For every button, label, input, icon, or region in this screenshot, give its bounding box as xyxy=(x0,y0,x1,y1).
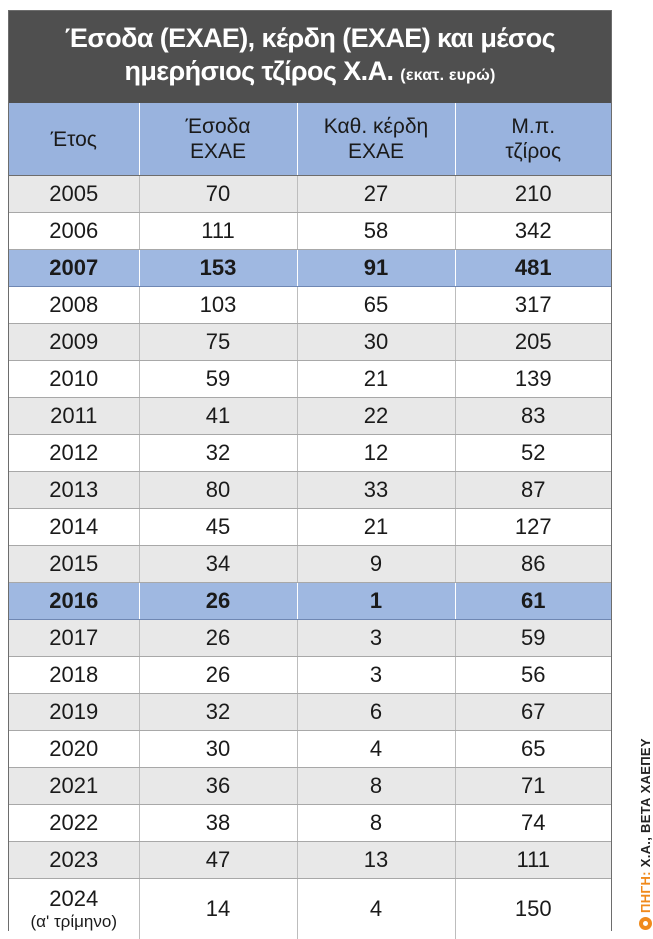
table-row xyxy=(9,805,611,842)
table-row xyxy=(9,731,611,768)
cell-revenue xyxy=(139,657,297,694)
cell-revenue-value: 32 xyxy=(140,700,297,724)
cell-revenue-value: 59 xyxy=(140,367,297,391)
cell-revenue-value: 38 xyxy=(140,811,297,835)
cell-turnover-value: 205 xyxy=(456,330,612,354)
cell-profit xyxy=(297,509,455,546)
cell-revenue xyxy=(139,805,297,842)
cell-revenue-value: 26 xyxy=(140,626,297,650)
cell-year xyxy=(9,805,139,842)
cell-profit xyxy=(297,694,455,731)
header-row xyxy=(9,103,611,176)
cell-profit-value: 4 xyxy=(298,897,455,921)
cell-turnover xyxy=(455,731,611,768)
table-frame xyxy=(8,10,612,931)
cell-turnover xyxy=(455,472,611,509)
table-row xyxy=(9,509,611,546)
cell-profit-value: 21 xyxy=(298,515,455,539)
table-row xyxy=(9,472,611,509)
cell-year-value: 2010 xyxy=(9,367,139,391)
source-text: Χ.Α., ΒΕΤΑ ΧΑΕΠΕΥ xyxy=(638,738,653,867)
header-turnover-line2: τζίρος xyxy=(505,140,561,163)
cell-year xyxy=(9,657,139,694)
cell-profit xyxy=(297,842,455,879)
cell-revenue-value: 26 xyxy=(140,663,297,687)
cell-profit xyxy=(297,472,455,509)
cell-turnover-value: 65 xyxy=(456,737,612,761)
cell-revenue xyxy=(139,842,297,879)
cell-revenue xyxy=(139,324,297,361)
cell-turnover-value: 61 xyxy=(456,589,612,613)
cell-turnover xyxy=(455,805,611,842)
cell-year xyxy=(9,842,139,879)
cell-revenue-value: 75 xyxy=(140,330,297,354)
cell-revenue-value: 80 xyxy=(140,478,297,502)
cell-profit-value: 58 xyxy=(298,219,455,243)
cell-profit-value: 27 xyxy=(298,182,455,206)
cell-turnover xyxy=(455,509,611,546)
cell-revenue xyxy=(139,435,297,472)
cell-year xyxy=(9,472,139,509)
cell-profit xyxy=(297,731,455,768)
title-unit: (εκατ. ευρώ) xyxy=(400,67,495,84)
table-row xyxy=(9,842,611,879)
header-turnover xyxy=(455,103,611,176)
table-row xyxy=(9,879,611,939)
table-row xyxy=(9,620,611,657)
cell-year xyxy=(9,361,139,398)
table-row xyxy=(9,176,611,213)
cell-profit-value: 91 xyxy=(298,256,455,280)
cell-year-value: 2011 xyxy=(9,404,139,428)
cell-profit-value: 9 xyxy=(298,552,455,576)
cell-revenue-value: 41 xyxy=(140,404,297,428)
cell-turnover xyxy=(455,213,611,250)
cell-year xyxy=(9,768,139,805)
cell-profit-value: 12 xyxy=(298,441,455,465)
cell-revenue-value: 32 xyxy=(140,441,297,465)
cell-profit-value: 6 xyxy=(298,700,455,724)
cell-revenue xyxy=(139,694,297,731)
cell-year-value: 2006 xyxy=(9,219,139,243)
cell-year-value: 2018 xyxy=(9,663,139,687)
cell-profit-value: 3 xyxy=(298,663,455,687)
cell-profit xyxy=(297,546,455,583)
cell-revenue-value: 153 xyxy=(140,256,297,280)
table-row xyxy=(9,583,611,620)
cell-turnover xyxy=(455,287,611,324)
cell-revenue xyxy=(139,287,297,324)
cell-profit xyxy=(297,583,455,620)
cell-year-value: 2014 xyxy=(9,515,139,539)
cell-turnover xyxy=(455,842,611,879)
cell-turnover xyxy=(455,398,611,435)
table-row xyxy=(9,657,611,694)
cell-turnover-value: 86 xyxy=(456,552,612,576)
source-credit xyxy=(638,738,653,930)
cell-year-note: (α' τρίμηνο) xyxy=(9,912,139,932)
cell-year-value: 2022 xyxy=(9,811,139,835)
cell-year-value: 2012 xyxy=(9,441,139,465)
cell-year xyxy=(9,435,139,472)
header-profit-line1: Καθ. κέρδη xyxy=(324,115,428,138)
cell-turnover xyxy=(455,583,611,620)
cell-profit xyxy=(297,176,455,213)
cell-year xyxy=(9,176,139,213)
cell-turnover-value: 342 xyxy=(456,219,612,243)
cell-profit xyxy=(297,805,455,842)
table-row xyxy=(9,546,611,583)
cell-turnover-value: 83 xyxy=(456,404,612,428)
header-revenue xyxy=(139,103,297,176)
cell-year-value: 2019 xyxy=(9,700,139,724)
cell-revenue xyxy=(139,361,297,398)
cell-year xyxy=(9,620,139,657)
header-revenue-line2: ΕΧΑΕ xyxy=(190,140,246,163)
header-profit xyxy=(297,103,455,176)
cell-year-value: 2008 xyxy=(9,293,139,317)
cell-profit-value: 33 xyxy=(298,478,455,502)
cell-revenue-value: 103 xyxy=(140,293,297,317)
cell-profit-value: 13 xyxy=(298,848,455,872)
cell-year xyxy=(9,509,139,546)
cell-year-value: 2016 xyxy=(9,589,139,613)
cell-turnover xyxy=(455,768,611,805)
cell-profit xyxy=(297,250,455,287)
cell-profit xyxy=(297,657,455,694)
cell-revenue xyxy=(139,509,297,546)
cell-year-value: 2017 xyxy=(9,626,139,650)
cell-turnover xyxy=(455,250,611,287)
table-row xyxy=(9,324,611,361)
cell-profit xyxy=(297,361,455,398)
cell-turnover-value: 67 xyxy=(456,700,612,724)
cell-year xyxy=(9,398,139,435)
cell-profit xyxy=(297,213,455,250)
cell-profit-value: 3 xyxy=(298,626,455,650)
cell-turnover xyxy=(455,361,611,398)
cell-year xyxy=(9,250,139,287)
cell-year-value: 2024 xyxy=(9,887,139,911)
cell-revenue xyxy=(139,472,297,509)
cell-revenue-value: 36 xyxy=(140,774,297,798)
cell-turnover-value: 87 xyxy=(456,478,612,502)
cell-profit xyxy=(297,879,455,939)
table-row xyxy=(9,361,611,398)
cell-profit-value: 1 xyxy=(298,589,455,613)
cell-profit xyxy=(297,620,455,657)
cell-turnover-value: 52 xyxy=(456,441,612,465)
cell-year xyxy=(9,583,139,620)
cell-revenue-value: 111 xyxy=(140,219,297,243)
header-year-label: Έτος xyxy=(51,128,97,151)
cell-profit xyxy=(297,398,455,435)
header-turnover-line1: Μ.π. xyxy=(511,115,555,138)
cell-revenue-value: 70 xyxy=(140,182,297,206)
cell-turnover xyxy=(455,176,611,213)
cell-revenue-value: 45 xyxy=(140,515,297,539)
data-table xyxy=(9,103,611,939)
cell-revenue xyxy=(139,583,297,620)
cell-revenue xyxy=(139,879,297,939)
table-row xyxy=(9,435,611,472)
cell-profit-value: 4 xyxy=(298,737,455,761)
cell-profit xyxy=(297,768,455,805)
cell-profit-value: 21 xyxy=(298,367,455,391)
cell-revenue xyxy=(139,213,297,250)
table-row xyxy=(9,398,611,435)
cell-revenue-value: 26 xyxy=(140,589,297,613)
cell-turnover-value: 150 xyxy=(456,897,612,921)
cell-turnover xyxy=(455,657,611,694)
cell-year-value: 2007 xyxy=(9,256,139,280)
cell-revenue xyxy=(139,731,297,768)
cell-turnover xyxy=(455,324,611,361)
table-row xyxy=(9,287,611,324)
table-title xyxy=(9,11,611,103)
cell-year xyxy=(9,879,139,939)
cell-profit-value: 8 xyxy=(298,774,455,798)
cell-revenue xyxy=(139,768,297,805)
cell-year-value: 2013 xyxy=(9,478,139,502)
source-prefix: ΠΗΓΗ: xyxy=(638,871,653,913)
cell-year-value: 2021 xyxy=(9,774,139,798)
cell-revenue xyxy=(139,250,297,287)
table-row xyxy=(9,694,611,731)
cell-revenue-value: 30 xyxy=(140,737,297,761)
cell-turnover-value: 56 xyxy=(456,663,612,687)
table-row xyxy=(9,768,611,805)
cell-revenue xyxy=(139,546,297,583)
cell-profit-value: 65 xyxy=(298,293,455,317)
cell-revenue-value: 14 xyxy=(140,897,297,921)
cell-turnover-value: 317 xyxy=(456,293,612,317)
header-year xyxy=(9,103,139,176)
cell-turnover-value: 59 xyxy=(456,626,612,650)
cell-revenue-value: 47 xyxy=(140,848,297,872)
title-line-1: Έσοδα (ΕΧΑΕ), κέρδη (ΕΧΑΕ) και μέσος xyxy=(65,22,555,55)
cell-revenue xyxy=(139,176,297,213)
cell-turnover xyxy=(455,435,611,472)
header-revenue-line1: Έσοδα xyxy=(186,115,251,138)
table-row xyxy=(9,250,611,287)
title-line-2-text: ημερήσιος τζίρος Χ.Α. xyxy=(124,56,393,86)
cell-profit-value: 30 xyxy=(298,330,455,354)
cell-year xyxy=(9,287,139,324)
cell-turnover-value: 210 xyxy=(456,182,612,206)
cell-year-value: 2009 xyxy=(9,330,139,354)
cell-year-value: 2023 xyxy=(9,848,139,872)
cell-year xyxy=(9,546,139,583)
cell-turnover xyxy=(455,620,611,657)
cell-turnover xyxy=(455,546,611,583)
cell-year-value: 2005 xyxy=(9,182,139,206)
cell-profit xyxy=(297,435,455,472)
cell-year xyxy=(9,213,139,250)
cell-year-value: 2020 xyxy=(9,737,139,761)
cell-turnover-value: 481 xyxy=(456,256,612,280)
table-body xyxy=(9,176,611,939)
cell-profit-value: 8 xyxy=(298,811,455,835)
cell-profit-value: 22 xyxy=(298,404,455,428)
cell-turnover-value: 74 xyxy=(456,811,612,835)
cell-revenue-value: 34 xyxy=(140,552,297,576)
cell-turnover-value: 111 xyxy=(456,848,612,872)
cell-year xyxy=(9,694,139,731)
publisher-logo-icon xyxy=(639,917,652,930)
header-profit-line2: ΕΧΑΕ xyxy=(348,140,404,163)
cell-turnover-value: 127 xyxy=(456,515,612,539)
cell-revenue xyxy=(139,620,297,657)
cell-year-value: 2015 xyxy=(9,552,139,576)
cell-profit xyxy=(297,324,455,361)
cell-turnover-value: 71 xyxy=(456,774,612,798)
cell-year xyxy=(9,731,139,768)
title-line-2 xyxy=(124,55,495,92)
cell-turnover xyxy=(455,694,611,731)
cell-turnover-value: 139 xyxy=(456,367,612,391)
cell-turnover xyxy=(455,879,611,939)
cell-profit xyxy=(297,287,455,324)
table-row xyxy=(9,213,611,250)
cell-revenue xyxy=(139,398,297,435)
cell-year xyxy=(9,324,139,361)
